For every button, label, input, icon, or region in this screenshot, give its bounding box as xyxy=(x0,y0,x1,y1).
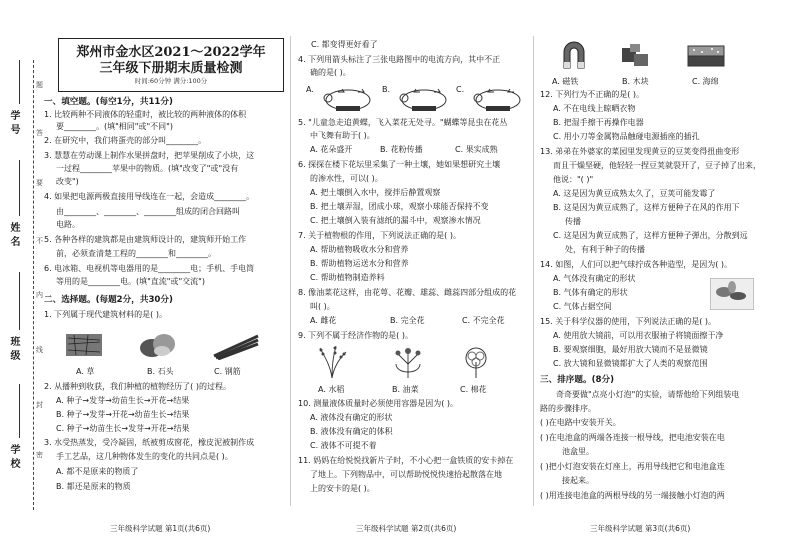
question-text: 11. 妈妈在给悦悦找新片子时，不小心把一盒铁质的安卡掉在 xyxy=(298,456,514,465)
name-blank[interactable] xyxy=(19,160,20,216)
option-a[interactable]: A. 磁铁 xyxy=(552,77,579,86)
page-footer-3: 三年级科学试题 第3页(共6页) xyxy=(590,524,691,533)
steel-bars-image xyxy=(212,330,260,360)
exam-title-line2: 三年级下册期末质量检测 xyxy=(99,61,243,76)
exam-meta: 时间:60分钟 满分:100分 xyxy=(134,77,208,85)
option-b[interactable]: B. 液体没有确定的体积 xyxy=(310,427,393,436)
question-text: 的渗水性，可以( )。 xyxy=(310,174,383,183)
option-b[interactable]: B. 要观察细胞，最好用放大镜而不是显微镜 xyxy=(553,345,708,354)
option-c[interactable]: C. 棉花 xyxy=(460,385,487,394)
question-text: 6. 探探在楼下花坛里采集了一种土壤，她如果想研究土壤 xyxy=(298,160,501,169)
option-c[interactable]: C. 气体占据空间 xyxy=(553,302,612,311)
question-text: 8. 像油菜花这样，由花萼、花瓣、雄蕊、雌蕊四部分组成的花 xyxy=(298,288,517,297)
question-text: 10. 测量液体质量时必须使用容器是因为( )。 xyxy=(298,399,459,408)
option-c-cont: 处，有利于种子的传播 xyxy=(565,245,645,254)
order-step[interactable]: ( )用连接电池盒的两根导线的另一端接触小灯泡的两 xyxy=(540,491,725,500)
student-id-label: 学号 xyxy=(8,110,19,138)
option-a[interactable]: A. xyxy=(306,85,314,94)
seal-mark-1: 题 xyxy=(36,81,43,89)
seal-mark-5: 内 xyxy=(36,291,43,299)
question-text: 9. 下列不属于经济作物的是( )。 xyxy=(298,331,413,340)
order-step-cont: 接起来。 xyxy=(562,476,594,485)
school-blank[interactable] xyxy=(19,384,20,438)
question-text: 1. 比较两种不同液体的轻重时，被比较的两种液体的体积 xyxy=(44,110,247,119)
question-text: 要________。(填"相同"或"不同") xyxy=(56,122,173,131)
wood-blocks-image xyxy=(618,40,654,70)
seal-mark-2: 答 xyxy=(36,129,43,137)
option-a[interactable]: A. 不在电线上晾晒衣物 xyxy=(553,104,636,113)
class-label: 班级 xyxy=(8,336,19,364)
question-text: 路的步骤排序。 xyxy=(540,404,596,413)
option-c[interactable]: C. 把土壤倒入装有滤纸的漏斗中，观察渗水情况 xyxy=(310,216,481,225)
straw-bale-image xyxy=(64,330,104,360)
option-b[interactable]: B. 油菜 xyxy=(392,385,419,394)
name-label: 姓名 xyxy=(8,222,19,250)
seal-mark-4: 不 xyxy=(36,237,43,245)
question-text: 了地上。下列物品中，可以帮助悦悦快速拾起散落在地 xyxy=(310,470,502,479)
question-text: 2. 从播种到收获，我们种植的植物经历了( )的过程。 xyxy=(44,382,231,391)
option-c[interactable]: C. 钢筋 xyxy=(214,367,241,376)
student-id-blank[interactable] xyxy=(19,60,20,104)
magnet-image xyxy=(558,40,590,70)
rapeseed-plant-image xyxy=(390,344,426,380)
option-a[interactable]: A. 花朵盛开 xyxy=(310,145,353,154)
option-c[interactable]: C. xyxy=(456,85,465,94)
option-a[interactable]: A. 都不是原来的物质了 xyxy=(56,467,139,476)
option-c[interactable]: C. 果实成熟 xyxy=(455,145,498,154)
page-footer-1: 三年级科学试题 第1页(共6页) xyxy=(110,524,211,533)
option-b-cont: 传播 xyxy=(565,217,581,226)
question-text: 5. 各种各样的建筑都是由建筑师设计的，建筑师开始工作 xyxy=(44,235,247,244)
option-a[interactable]: A. 液体没有确定的形状 xyxy=(310,413,393,422)
sponge-image xyxy=(686,42,726,70)
option-b[interactable]: B. 石头 xyxy=(147,367,174,376)
question-text: 7. 关于植物根的作用，下列说法正确的是( )。 xyxy=(298,231,461,240)
seal-mark-7: 封 xyxy=(36,401,43,409)
page-footer-2: 三年级科学试题 第2页(共6页) xyxy=(356,524,457,533)
question-text: 5. "儿童急走追黄蝶，飞入菜花无处寻。"蝴蝶等昆虫在花丛 xyxy=(298,118,508,127)
option-c[interactable]: C. 放大镜和显微镜都扩大了人类的观察范围 xyxy=(553,359,708,368)
order-step[interactable]: ( )把小灯泡安装在灯座上，再用导线把它和电池盒连 xyxy=(540,462,725,471)
option-a[interactable]: A. 雌花 xyxy=(310,316,337,325)
option-a[interactable]: A. 种子→发芽→幼苗生长→开花→结果 xyxy=(56,396,190,405)
option-c[interactable]: C. 帮助植物制造养料 xyxy=(310,273,385,282)
column-divider xyxy=(290,36,291,506)
option-b[interactable]: B. xyxy=(382,85,391,94)
question-text: 改变") xyxy=(56,177,79,186)
binding-dashed-line xyxy=(33,60,34,510)
option-a[interactable]: A. 帮助植物吸收水分和营养 xyxy=(310,245,409,254)
school-label: 学校 xyxy=(8,444,19,472)
option-b[interactable]: B. 完全花 xyxy=(390,316,425,325)
column-divider xyxy=(533,36,534,506)
question-text: 1. 下列属于现代建筑材料的是( )。 xyxy=(44,310,167,319)
option-c[interactable]: C. 液体不可提不着 xyxy=(310,441,377,450)
question-text: 电路。 xyxy=(56,220,80,229)
question-text: 15. 关于科学仪器的使用，下列说法正确的是( )。 xyxy=(540,317,717,326)
option-a[interactable]: A. 这是因为黄豆成熟太久了，豆荚可能发霉了 xyxy=(553,189,716,198)
cotton-plant-image xyxy=(458,344,494,380)
exam-title-line1: 郑州市金水区2021～2022学年 xyxy=(76,45,266,60)
binding-margin xyxy=(0,0,43,540)
option-b[interactable]: B. 气体有确定的形状 xyxy=(553,288,628,297)
option-c[interactable]: C. 种子→幼苗生长→发芽→开花→结果 xyxy=(56,424,190,433)
circuit-diagram-a xyxy=(318,82,380,112)
option-b[interactable]: B. 帮助植物运送水分和营养 xyxy=(310,259,409,268)
section-choice-title: 二、选择题。(每题2分，共30分) xyxy=(44,295,173,305)
seal-mark-3: 要 xyxy=(36,179,43,187)
section-order-title: 三、排序题。(8分) xyxy=(540,375,614,385)
question-text: 上的安卡的是( )。 xyxy=(310,484,375,493)
exam-title-box xyxy=(58,38,284,92)
question-text: 中飞舞有助于( )。 xyxy=(310,131,375,140)
rice-plant-image xyxy=(314,344,350,380)
question-text: 3. 水受热蒸发，受冷凝固，纸被剪成窗花，橡皮泥被制作成 xyxy=(44,438,255,447)
question-text: 手工艺品，这几种物体发生的变化的共同点是( )。 xyxy=(56,452,233,461)
option-b[interactable]: B. 种子→发芽→开花→幼苗生长→结果 xyxy=(56,410,190,419)
option-b[interactable]: B. 这是因为黄豆成熟了，这样方便种子在风的作用下 xyxy=(553,203,740,212)
order-step[interactable]: ( )在电路中安装开关。 xyxy=(540,418,621,427)
question-text: 14. 如图，人们可以把气球拧成各种造型，是因为( )。 xyxy=(540,260,733,269)
question-text: 叫( )。 xyxy=(310,302,335,311)
option-a[interactable]: A. 草 xyxy=(76,367,95,376)
question-text: 一过程________苹果中的物质。(填"改变了"或"没有 xyxy=(56,164,239,173)
option-b[interactable]: B. 把土壤弄湿，团成小球，观察小球能否保持不变 xyxy=(310,202,489,211)
stones-image xyxy=(138,330,178,360)
option-b[interactable]: B. 花粉传播 xyxy=(380,145,423,154)
seal-mark-8: 密 xyxy=(36,451,43,459)
option-b[interactable]: B. 木块 xyxy=(622,77,649,86)
question-text: 2. 在研究中，我们将蛋壳的部分叫________。 xyxy=(44,136,207,145)
option-c[interactable]: C. 都变得更好看了 xyxy=(311,40,378,49)
question-text: 12. 下列行为不正确的是( )。 xyxy=(540,90,645,99)
option-a[interactable]: A. 水稻 xyxy=(318,385,345,394)
question-text: 等用的是________电。(填"直流"或"交流") xyxy=(56,277,205,286)
order-step-cont: 池盒里。 xyxy=(562,447,594,456)
question-text: 4. 下列用箭头标注了三张电路图中的电流方向，其中不正 xyxy=(298,55,501,64)
option-c[interactable]: C. 不完全花 xyxy=(462,316,505,325)
question-text: 3. 慧慧在劳动课上制作水果拼盘时，把苹果削成了小块，这 xyxy=(44,151,255,160)
circuit-diagram-c xyxy=(468,82,530,112)
question-text: 奇奇要做"点亮小灯泡"的实验，请帮他给下列组装电 xyxy=(556,390,740,399)
option-b[interactable]: B. 都还是原来的物质 xyxy=(56,482,131,491)
option-a[interactable]: A. 把土壤倒入水中，搅拌后静置观察 xyxy=(310,188,441,197)
question-text: 13. 弟弟在外婆家的菜园里发现黄豆的豆荚变得扭曲变形 xyxy=(540,147,740,156)
question-text: 确的是( )。 xyxy=(310,68,351,77)
class-blank[interactable] xyxy=(19,272,20,330)
question-text: 而且干燥坚硬，他轻轻一捏豆荚就裂开了，豆子掉了出来， xyxy=(553,161,761,170)
seal-mark-6: 线 xyxy=(36,346,43,354)
order-step[interactable]: ( )在电池盒的两端各连接一根导线，把电池安装在电 xyxy=(540,433,725,442)
section-fill-blank-title: 一、填空题。(每空1分，共11分) xyxy=(44,97,173,107)
option-b[interactable]: B. 把湿手擦干再操作电器 xyxy=(553,118,644,127)
question-text: 前，必须查清楚工程的________和________。 xyxy=(56,249,216,258)
question-text: 他说："( )" xyxy=(553,175,594,184)
question-text: 由________、________、________组成的闭合回路叫 xyxy=(56,207,240,216)
option-a[interactable]: A. 使用放大镜前，可以用衣服袖子将镜面擦干净 xyxy=(553,331,724,340)
option-c[interactable]: C. 这是因为黄豆成熟了，这样方便种子弹出，分散到远 xyxy=(553,231,748,240)
option-c[interactable]: C. 用小刀等金属物品触碰电源插座的插孔 xyxy=(553,132,700,141)
question-text: 4. 如果把电源两极直接用导线连在一起，会造成________。 xyxy=(44,192,255,201)
circuit-diagram-b xyxy=(394,82,456,112)
option-a[interactable]: A. 气体没有确定的形状 xyxy=(553,274,636,283)
question-text: 6. 电冰箱、电视机等电器用的是________电；手机、手电筒 xyxy=(44,264,255,273)
balloon-animal-image xyxy=(710,278,754,310)
option-c[interactable]: C. 海绵 xyxy=(692,77,719,86)
